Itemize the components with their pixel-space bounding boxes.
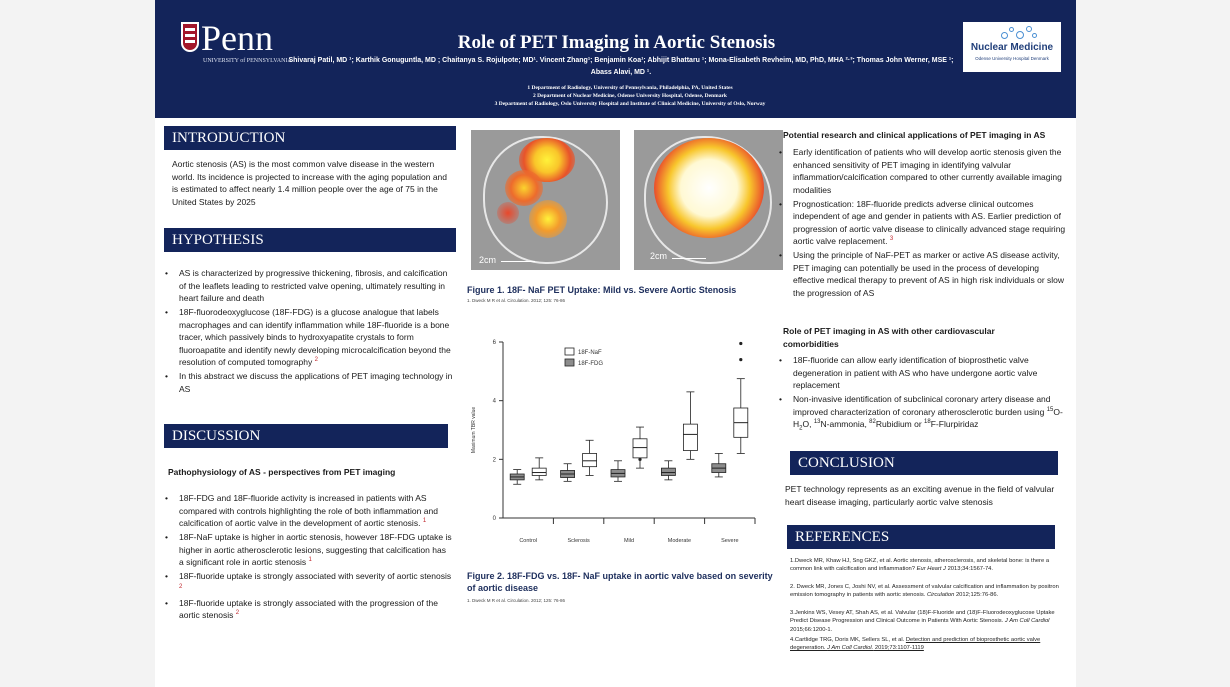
outlier-point: [739, 358, 742, 361]
x-tick-label: Mild: [623, 538, 635, 544]
hypothesis-list: [163, 267, 453, 397]
hypothesis-item: • In this abstract we discuss the applications of PET imaging technology in AS: [163, 370, 453, 395]
discussion-item: • 18F-fluoride uptake is strongly associated with severity of aortic stenosis $^2$: [163, 570, 453, 595]
affiliation-2: 2 Department of Nuclear Medicine, Odense University Hospital, Odense, Denmark: [533, 93, 727, 99]
research-item: • Prognostication: 18F-fluoride predicts adverse clinical outcomes independent of age and gender in patients with AS. Earlier prediction of progression of aortic valve disease to clinically advanced stage requiring aortic valve replacement. $^3$: [777, 198, 1067, 248]
research-heading: Potential research and clinical applications of PET imaging in AS: [783, 130, 1046, 140]
nm-logo-subtitle: Odense University Hospital Denmark: [975, 56, 1049, 61]
box-18ffdg-sclerosis: [561, 464, 575, 482]
box-18fnaf-severe: [734, 342, 748, 454]
poster-title: Role of PET Imaging in Aortic Stenosis: [457, 32, 776, 53]
y-tick-label: 6: [492, 340, 496, 346]
box-18ffdg-severe: [712, 453, 726, 476]
box-18fnaf-mild: [633, 427, 647, 468]
introduction-heading: INTRODUCTION: [164, 126, 456, 150]
author-line-1: Shivaraj Patil, MD ¹; Karthik Gonuguntla, MD ; Chaitanya S. Rojulpote; MD¹. Vincent Zhang¹; Benjamin Koa¹; Abhijit Bhattaru ¹; Mona-Elisabeth Revheim, MD, PhD, MHA ²·³; Thomas John Werner, MSE ¹;: [288, 57, 954, 64]
figure-2-caption: Figure 2. 18F-FDG vs. 18F- NaF uptake in aortic valve based on severity of aortic disease: [467, 571, 773, 593]
nuclear-medicine-logo: [963, 22, 1061, 72]
box-18fnaf-control: [532, 458, 546, 480]
x-tick-label: Moderate: [667, 538, 692, 544]
box-body: [683, 424, 697, 450]
introduction-text: Aortic stenosis (AS) is the most common valve disease in the western world. Its incidence is projected to increase with the aging population and is estimated to affect nearly 1.4 million people over the age of 75 in the United States by 2025: [172, 159, 448, 207]
legend-label: 18F-NaF: [578, 350, 602, 356]
references-heading: REFERENCES: [787, 525, 1055, 549]
scale-label: 2cm: [479, 255, 497, 265]
affiliation-3: 3 Department of Radiology, Oslo University Hospital and Institute of Clinical Medicine, University of Oslo, Norway: [494, 101, 766, 107]
discussion-item: • 18F-fluoride uptake is strongly associated with the progression of the aortic stenosis $^2$: [163, 597, 453, 622]
discussion-item: • 18F-FDG and 18F-fluoride activity is increased in patients with AS compared with controls highlighting the role of both inflammation and calcification of aortic valve in the development of aortic stenosis. $^1$: [163, 492, 453, 530]
reference-3: 3.Jenkins WS, Vesey AT, Shah AS, et al. Valvular (18)F-Fluoride and (18)F-Fluorodeoxyglucose Uptake Predict Disease Progression and Clinical Outcome in Patients With Aortic Stenosis. J Am Coll Cardiol 2015;66:1200-1.: [790, 610, 1055, 633]
conclusion-heading: CONCLUSION: [790, 451, 1058, 475]
x-tick-label: Severe: [721, 538, 739, 544]
x-tick-label: Control: [519, 538, 538, 544]
reference-2: 2. Dweck MR, Jones C, Joshi NV, et al. Assessment of valvular calcification and inflammation by positron emission tomography in patients with aortic stenosis. Circulation 2012;125:76-86.: [790, 584, 1059, 599]
legend-swatch: [565, 359, 574, 366]
y-tick-label: 0: [492, 516, 496, 522]
chart-legend: [565, 348, 603, 367]
box-body: [583, 453, 597, 466]
research-list: [777, 146, 1067, 301]
author-line-2: Abass Alavi, MD ¹.: [590, 69, 652, 76]
hypothesis-item: • 18F-fluorodeoxyglucose (18F-FDG) is a glucose analogue that labels macrophages and can identify inflammation while 18F-fluoride is a bone tracer, which passively binds to hydroxyapatite crystals to form fluoroapatite and identify newly developing microcalcification beyond the resolution of computed tomography $^2$: [163, 306, 453, 369]
hypothesis-item: • AS is characterized by progressive thickening, fibrosis, and calcification of the leaflets leading to restricted valve opening, ultimately resulting in heart failure and death: [163, 267, 453, 305]
y-tick-label: 4: [492, 398, 496, 405]
figure-1-citation: 1. Dweck M R et al. Circulation. 2012; 125: 76-86: [467, 298, 566, 303]
affiliations: [385, 84, 875, 108]
discussion-item: • 18F-NaF uptake is higher in aortic stenosis, however 18F-FDG uptake is higher in aortic atherosclerotic lesions, suggesting that calcification has a significant role in aortic stenosis $^1$: [163, 531, 453, 569]
legend-swatch: [565, 348, 574, 355]
box-body: [661, 468, 675, 475]
comorbidities-heading: Role of PET imaging in AS with other cardiovascular comorbidities: [783, 326, 995, 349]
x-tick-label: Sclerosis: [567, 538, 590, 544]
penn-shield-icon: [181, 22, 199, 52]
box-plot-chart: [465, 330, 765, 552]
box-18ffdg-moderate: [661, 461, 675, 480]
discussion-heading: DISCUSSION: [164, 424, 448, 448]
penn-logo: [181, 18, 292, 82]
affiliation-1: 1 Department of Radiology, University of Pennsylvania, Philadelphia, PA, United States: [527, 85, 733, 91]
box-18fnaf-moderate: [683, 392, 697, 459]
discussion-subheading: Pathophysiology of AS - perspectives from PET imaging: [168, 467, 396, 477]
hypothesis-heading: HYPOTHESIS: [164, 228, 456, 252]
figure-2-citation: 1. Dweck M R et al. Circulation. 2012; 125: 76-86: [467, 598, 566, 603]
chart-boxes: [510, 342, 748, 484]
reference-4: 4.Cartlidge TRG, Doris MK, Sellers SL, et al. Detection and prediction of bioprosthetic aortic valve degeneration. J Am Coll Cardiol. 2019;73:1107-1119: [790, 637, 1041, 652]
y-axis-label: Maximum TBR value: [471, 406, 477, 454]
outlier-point: [739, 342, 742, 345]
pet-image-severe: [634, 130, 783, 270]
y-tick-label: 2: [492, 457, 496, 464]
box-18ffdg-mild: [611, 461, 625, 482]
box-body: [633, 439, 647, 458]
comorbidities-list: [777, 354, 1067, 437]
box-body: [532, 468, 546, 475]
author-list: [255, 55, 987, 79]
pet-image-mild: [471, 130, 620, 270]
research-item: • Early identification of patients who will develop aortic stenosis given the enhanced sensitivity of PET imaging in identifying valvular inflammation/calcification compared to other currently available imaging modalities: [777, 146, 1067, 196]
figure-1-caption: Figure 1. 18F- NaF PET Uptake: Mild vs. Severe Aortic Stenosis: [467, 285, 737, 295]
scale-label: 2cm: [650, 251, 668, 261]
penn-logo-text: Penn: [201, 18, 273, 58]
comorbidities-item: • 18F-fluoride can allow early identification of bioprosthetic valve degeneration in patient with AS who have undergone aortic valve replacement: [777, 354, 1067, 392]
discussion-list: [163, 492, 453, 623]
nm-logo-title: Nuclear Medicine: [970, 42, 1054, 53]
molecule-icon: [999, 26, 1039, 40]
comorbidities-item: • Non-invasive identification of subclinical coronary artery disease and improved characterization of coronary atherosclerotic burden using $^{15}O-H_2O$, $^{13}$N-ammonia, $^{82}$Rubidium or $^{18}$F-Flurpiridaz: [777, 393, 1067, 435]
box-18fnaf-sclerosis: [583, 440, 597, 475]
outlier-point: [638, 458, 641, 461]
conclusion-text: PET technology represents as an exciting avenue in the field of valvular heart disease imaging, particularly aortic valve stenosis: [785, 484, 1055, 507]
box-18ffdg-control: [510, 470, 524, 485]
poster: [155, 0, 1076, 687]
legend-label: 18F-FDG: [578, 361, 604, 367]
poster-header: [155, 0, 1076, 118]
research-item: • Using the principle of NaF-PET as marker or active AS disease activity, PET imaging can potentially be used in the process of developing effective medical therapy to prevent of AS in high risk individuals or slow the progression of AS: [777, 249, 1067, 299]
penn-logo-subtitle: UNIVERSITY of PENNSYLVANIA: [203, 58, 292, 64]
chart-axes: [471, 340, 755, 544]
reference-1: 1.Dweck MR, Khaw HJ, Sng GKZ, et al. Aortic stenosis, atherosclerosis, and skeletal bone: is there a common link with calcification and inflammation? Eur Heart J 2013;34:1567-74.: [790, 558, 1050, 573]
